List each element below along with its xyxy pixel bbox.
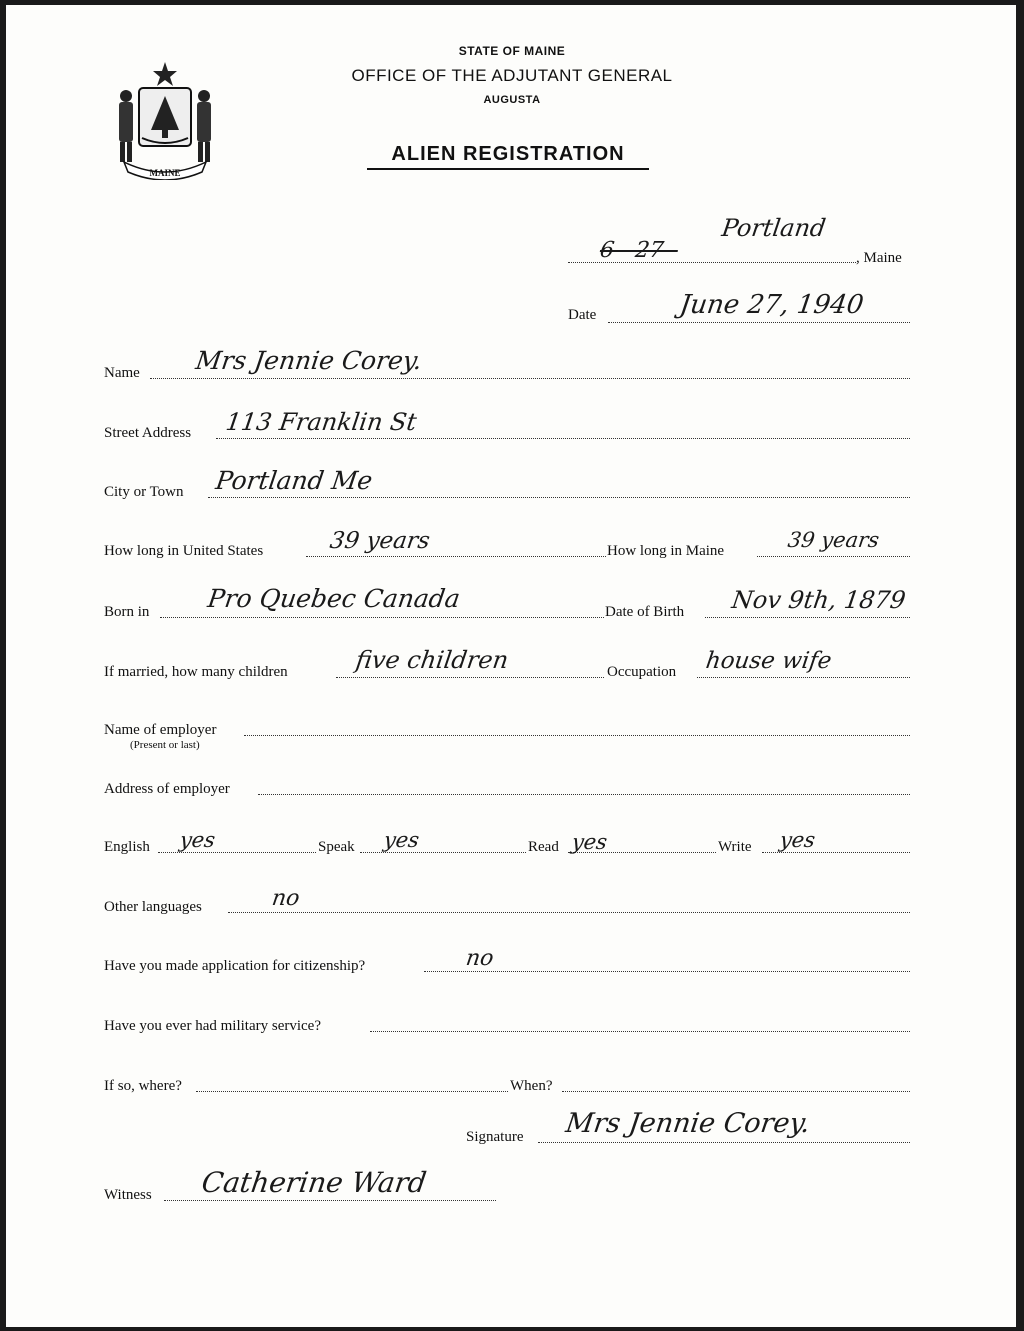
- us-time-value[interactable]: 39 years: [328, 528, 432, 554]
- employer-address-label: Address of employer: [104, 781, 230, 797]
- born-line: [160, 617, 604, 618]
- speak-line: [360, 852, 526, 853]
- witness-label: Witness: [104, 1187, 152, 1203]
- us-time-label: How long in United States: [104, 543, 264, 559]
- speak-label: Speak: [318, 839, 355, 855]
- street-label: Street Address: [104, 425, 192, 441]
- maine-time-label: How long in Maine: [607, 543, 725, 559]
- location-crossed-out: 6 - 27 -: [598, 238, 680, 263]
- name-value[interactable]: Mrs Jennie Corey.: [193, 346, 424, 375]
- form-title: ALIEN REGISTRATION: [367, 143, 649, 170]
- write-value[interactable]: yes: [778, 828, 817, 852]
- street-line: [216, 438, 910, 439]
- speak-value[interactable]: yes: [382, 828, 421, 852]
- children-label: If married, how many children: [104, 664, 288, 680]
- maine-time-line: [757, 556, 910, 557]
- name-line: [150, 378, 910, 379]
- witness-line: [164, 1200, 496, 1201]
- where-label: If so, where?: [104, 1078, 182, 1094]
- other-languages-value[interactable]: no: [270, 886, 302, 911]
- signature-label: Signature: [466, 1129, 524, 1145]
- other-languages-line: [228, 912, 910, 913]
- date-line: [608, 322, 910, 323]
- citizenship-value[interactable]: no: [464, 946, 496, 971]
- dob-line: [705, 617, 910, 618]
- witness-value[interactable]: Catherine Ward: [199, 1166, 429, 1199]
- occupation-label: Occupation: [607, 664, 677, 680]
- name-label: Name: [104, 365, 140, 381]
- english-label: English: [104, 839, 150, 855]
- city-label: City or Town: [104, 484, 184, 500]
- military-line[interactable]: [370, 1031, 910, 1032]
- city-line: [208, 497, 910, 498]
- english-line: [158, 852, 316, 853]
- employer-line[interactable]: [244, 735, 910, 736]
- english-value[interactable]: yes: [178, 828, 217, 852]
- write-label: Write: [718, 839, 752, 855]
- office-heading: OFFICE OF THE ADJUTANT GENERAL: [351, 66, 673, 85]
- us-time-line: [306, 556, 606, 557]
- seal-banner-text: MAINE: [149, 168, 181, 178]
- other-languages-label: Other languages: [104, 899, 202, 915]
- location-place: Portland: [720, 214, 828, 242]
- employer-label: Name of employer: [104, 722, 217, 738]
- dob-label: Date of Birth: [605, 604, 685, 620]
- when-line[interactable]: [562, 1091, 910, 1092]
- city-heading: AUGUSTA: [483, 94, 541, 106]
- citizenship-label: Have you made application for citizenship?: [104, 958, 366, 974]
- signature-line: [538, 1142, 910, 1143]
- state-heading: STATE OF MAINE: [458, 44, 566, 58]
- where-line[interactable]: [196, 1091, 508, 1092]
- city-value[interactable]: Portland Me: [213, 466, 375, 495]
- children-line: [336, 677, 604, 678]
- born-label: Born in: [104, 604, 150, 620]
- children-value[interactable]: five children: [354, 646, 511, 674]
- date-label: Date: [568, 307, 597, 323]
- signature-value[interactable]: Mrs Jennie Corey.: [563, 1108, 813, 1139]
- when-label: When?: [510, 1078, 553, 1094]
- maine-time-value[interactable]: 39 years: [786, 528, 881, 552]
- date-value[interactable]: June 27, 1940: [677, 290, 866, 320]
- street-value[interactable]: 113 Franklin St: [224, 408, 419, 436]
- occupation-line: [697, 677, 910, 678]
- born-value[interactable]: Pro Quebec Canada: [205, 584, 462, 613]
- military-label: Have you ever had military service?: [104, 1018, 321, 1034]
- citizenship-line: [424, 971, 910, 972]
- employer-address-line[interactable]: [258, 794, 910, 795]
- employer-sublabel: (Present or last): [130, 739, 200, 751]
- occupation-value[interactable]: house wife: [704, 648, 834, 674]
- read-value[interactable]: yes: [570, 830, 609, 854]
- read-label: Read: [528, 839, 559, 855]
- dob-value[interactable]: Nov 9th, 1879: [730, 586, 908, 614]
- write-line: [762, 852, 910, 853]
- location-suffix: , Maine: [856, 250, 902, 266]
